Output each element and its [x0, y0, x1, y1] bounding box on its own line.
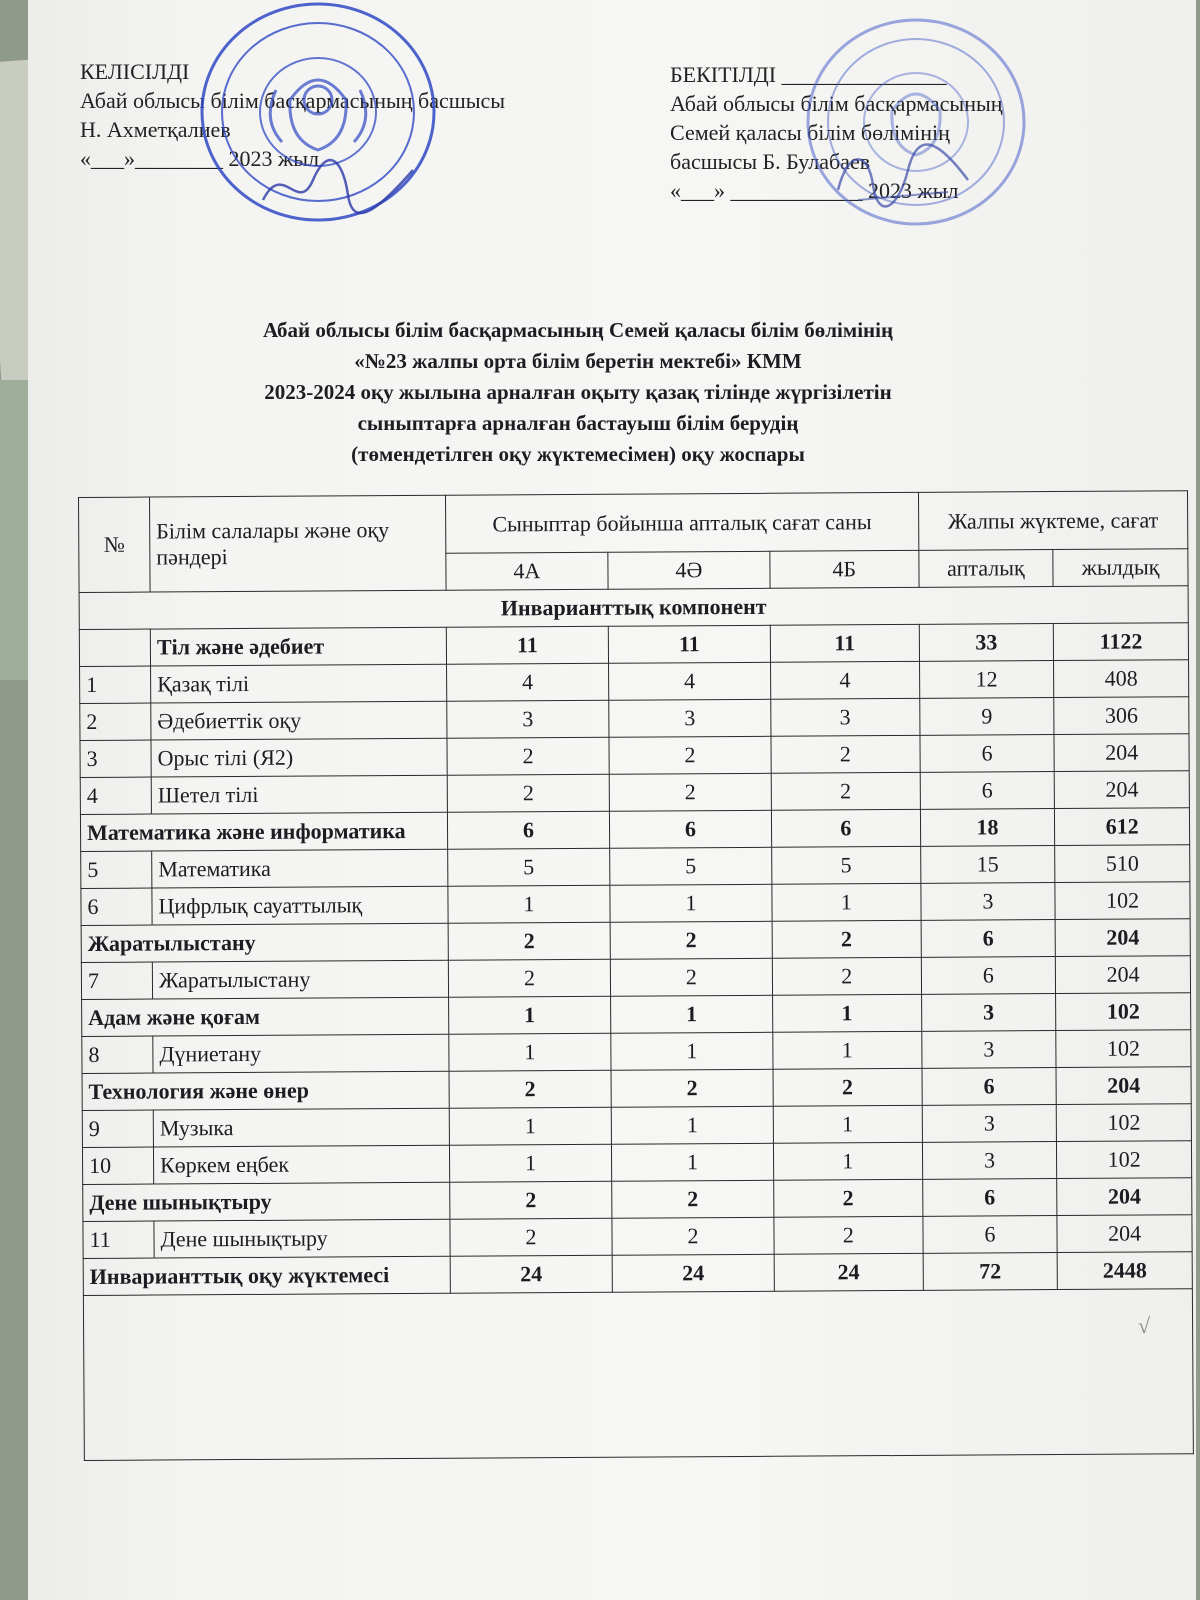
- hours-4ae: 1: [611, 1106, 773, 1144]
- hours-4ae: 2: [609, 736, 771, 774]
- approved-line: «___» ____________ 2023 жыл: [670, 178, 959, 203]
- subject-name: Дене шынықтыру: [154, 1219, 450, 1258]
- hours-4a: 6: [447, 811, 609, 849]
- hours-4ae: 24: [612, 1254, 774, 1292]
- hours-weekly: 3: [921, 883, 1056, 921]
- hours-4ae: 5: [610, 847, 772, 885]
- hours-yearly: 306: [1054, 697, 1189, 735]
- row-number: 5: [81, 851, 152, 888]
- hours-4ae: 1: [611, 1032, 773, 1070]
- hours-yearly: 204: [1054, 771, 1189, 809]
- hours-4a: 2: [448, 922, 610, 960]
- hours-4b: 2: [772, 957, 921, 995]
- hours-4a: 2: [447, 737, 609, 775]
- approved-line: Семей қаласы білім бөлімінің: [670, 120, 950, 145]
- hours-weekly: 6: [923, 1216, 1058, 1254]
- hours-4ae: 6: [609, 810, 771, 848]
- hours-yearly: 408: [1054, 660, 1189, 698]
- agreed-line: Н. Ахметқалиев: [80, 117, 231, 142]
- empty-cell: [83, 1289, 1193, 1461]
- row-number: 7: [81, 962, 152, 999]
- hours-4ae: 2: [612, 1217, 774, 1255]
- hours-4a: 1: [449, 1033, 611, 1071]
- empty-row: [83, 1289, 1193, 1461]
- title-line: «№23 жалпы орта білім беретін мектебі» КММ: [354, 349, 802, 373]
- subject-name: Дүниетану: [153, 1034, 449, 1073]
- hours-4ae: 2: [610, 958, 772, 996]
- subject-name: Әдебиеттік оқу: [151, 701, 447, 740]
- agreed-line: «___»________ 2023 жыл: [80, 146, 319, 171]
- hours-4ae: 1: [611, 995, 773, 1033]
- hours-4b: 6: [771, 809, 920, 847]
- table-header-row: [79, 491, 1188, 556]
- hours-4a: 2: [448, 959, 610, 997]
- header-weekly: апталық: [919, 550, 1054, 588]
- row-number: 10: [82, 1147, 153, 1184]
- hours-weekly: 6: [920, 772, 1055, 810]
- hours-4b: 2: [773, 1068, 922, 1106]
- hours-4b: 1: [773, 1105, 922, 1143]
- hours-weekly: 3: [921, 1031, 1056, 1069]
- hours-weekly: 3: [922, 1105, 1057, 1143]
- row-number: 3: [80, 740, 151, 777]
- header-yearly: жылдық: [1053, 549, 1188, 587]
- document-title: [188, 315, 968, 470]
- hours-yearly: 204: [1054, 734, 1189, 772]
- hours-4a: 2: [450, 1181, 612, 1219]
- hours-4b: 2: [771, 772, 920, 810]
- header-class: 4Б: [770, 550, 919, 588]
- hours-yearly: 102: [1056, 1030, 1191, 1068]
- subject-name: Жаратылыстану: [152, 960, 448, 999]
- approved-line: Абай облысы білім басқармасының: [670, 91, 1003, 116]
- hours-yearly: 102: [1057, 1141, 1192, 1179]
- hours-4b: 2: [772, 920, 921, 958]
- subject-name: Қазақ тілі: [151, 664, 447, 703]
- hours-4ae: 11: [608, 625, 770, 663]
- hours-weekly: 3: [922, 1142, 1057, 1180]
- signature: [258, 150, 418, 220]
- row-number: 9: [82, 1110, 153, 1147]
- subject-name: Көркем еңбек: [153, 1145, 449, 1184]
- hours-4a: 4: [447, 663, 609, 701]
- section-name: Адам және қоғам: [82, 997, 449, 1036]
- row-number: 2: [80, 703, 151, 740]
- hours-weekly: 72: [923, 1253, 1058, 1291]
- header-class: 4Ә: [608, 551, 770, 589]
- hours-weekly: 18: [920, 809, 1055, 847]
- hours-4a: 1: [449, 1107, 611, 1145]
- document-page: [28, 0, 1196, 1600]
- row-number: 6: [81, 888, 152, 925]
- row-number: 11: [83, 1221, 154, 1258]
- hours-4a: 1: [449, 996, 611, 1034]
- hours-weekly: 9: [919, 698, 1054, 736]
- title-line: (төмендетілген оқу жүктемесімен) оқу жоспары: [351, 442, 805, 466]
- hours-weekly: 15: [920, 846, 1055, 884]
- hours-yearly: 1122: [1054, 623, 1189, 661]
- hours-weekly: 6: [922, 1179, 1057, 1217]
- header-class: 4А: [446, 552, 608, 590]
- hours-4b: 1: [772, 883, 921, 921]
- subject-name: Музыка: [153, 1108, 449, 1147]
- hours-4a: 2: [450, 1218, 612, 1256]
- section-name: Тіл және әдебиет: [150, 627, 446, 666]
- hours-4a: 2: [449, 1070, 611, 1108]
- hours-4b: 4: [770, 661, 919, 699]
- hours-4a: 24: [450, 1255, 612, 1293]
- hours-4ae: 2: [611, 1069, 773, 1107]
- hours-yearly: 102: [1055, 882, 1190, 920]
- hours-weekly: 33: [919, 624, 1054, 662]
- hours-yearly: 102: [1056, 993, 1191, 1031]
- hours-weekly: 6: [922, 1068, 1057, 1106]
- hours-4b: 2: [774, 1216, 923, 1254]
- hours-4b: 1: [773, 1142, 922, 1180]
- hours-yearly: 2448: [1057, 1252, 1192, 1290]
- hours-4a: 1: [448, 885, 610, 923]
- row-number: 4: [80, 777, 151, 814]
- subject-name: Орыс тілі (Я2): [151, 738, 447, 777]
- subject-name: Цифрлық сауаттылық: [152, 886, 448, 925]
- section-name: Технология және өнер: [82, 1071, 449, 1110]
- hours-4ae: 1: [611, 1143, 773, 1181]
- subject-name: Шетел тілі: [151, 775, 447, 814]
- row-number: [79, 629, 150, 666]
- approved-line: БЕКІТІЛДІ _______________: [670, 62, 947, 87]
- hours-4b: 2: [771, 735, 920, 773]
- hours-yearly: 612: [1055, 808, 1190, 846]
- hours-4b: 1: [772, 994, 921, 1032]
- hours-4b: 1: [773, 1031, 922, 1069]
- section-name: Жаратылыстану: [81, 923, 448, 962]
- title-line: 2023-2024 оқу жылына арналған оқыту қазақ тілінде жүргізілетін: [264, 380, 892, 404]
- subject-name: Математика: [152, 849, 448, 888]
- hours-4ae: 4: [608, 662, 770, 700]
- hours-4ae: 2: [610, 921, 772, 959]
- hours-yearly: 204: [1057, 1178, 1192, 1216]
- section-name: Математика және информатика: [80, 812, 447, 851]
- agreed-line: Абай облысы білім басқармасының басшысы: [80, 88, 506, 113]
- hours-weekly: 6: [921, 957, 1056, 995]
- header-total-load: Жалпы жүктеме, сағат: [918, 491, 1188, 551]
- hours-4a: 1: [449, 1144, 611, 1182]
- signature: [828, 130, 978, 215]
- hours-4ae: 2: [609, 773, 771, 811]
- agreed-line: КЕЛІСІЛДІ: [80, 59, 190, 84]
- hours-4ae: 2: [612, 1180, 774, 1218]
- hours-4b: 3: [771, 698, 920, 736]
- row-number: 1: [80, 666, 151, 703]
- hours-4b: 24: [774, 1253, 923, 1291]
- row-number: 8: [82, 1036, 153, 1073]
- hours-yearly: 204: [1056, 1067, 1191, 1105]
- hours-weekly: 6: [921, 920, 1056, 958]
- total-label: Инварианттық оқу жүктемесі: [83, 1256, 450, 1295]
- hours-4a: 11: [446, 626, 608, 664]
- hours-4a: 5: [448, 848, 610, 886]
- approved-line: басшысы Б. Булабаев: [670, 149, 871, 174]
- header-weekly-by-class: Сыныптар бойынша апталық сағат саны: [445, 492, 918, 553]
- title-line: Абай облысы білім басқармасының Семей қаласы білім бөлімінің: [262, 318, 894, 342]
- component-label: Инварианттық компонент: [79, 586, 1188, 630]
- section-name: Дене шынықтыру: [83, 1182, 450, 1221]
- hours-4ae: 1: [610, 884, 772, 922]
- title-line: сыныптарға арналған бастауыш білім берудің: [357, 411, 799, 435]
- hours-4b: 5: [772, 846, 921, 884]
- hours-yearly: 102: [1056, 1104, 1191, 1142]
- hours-yearly: 204: [1055, 919, 1190, 957]
- header-subjects: Білім салалары және оқу пәндері: [150, 495, 447, 592]
- hours-weekly: 6: [920, 735, 1055, 773]
- header-number: №: [79, 497, 151, 592]
- checkmark: √: [1138, 1313, 1151, 1338]
- hours-yearly: 510: [1055, 845, 1190, 883]
- hours-4b: 11: [770, 624, 919, 662]
- hours-4a: 3: [447, 700, 609, 738]
- curriculum-table: [78, 490, 1194, 1461]
- hours-yearly: 204: [1056, 956, 1191, 994]
- hours-weekly: 12: [919, 661, 1054, 699]
- hours-4a: 2: [447, 774, 609, 812]
- hours-4b: 2: [774, 1179, 923, 1217]
- hours-yearly: 204: [1057, 1215, 1192, 1253]
- hours-weekly: 3: [921, 994, 1056, 1032]
- hours-4ae: 3: [609, 699, 771, 737]
